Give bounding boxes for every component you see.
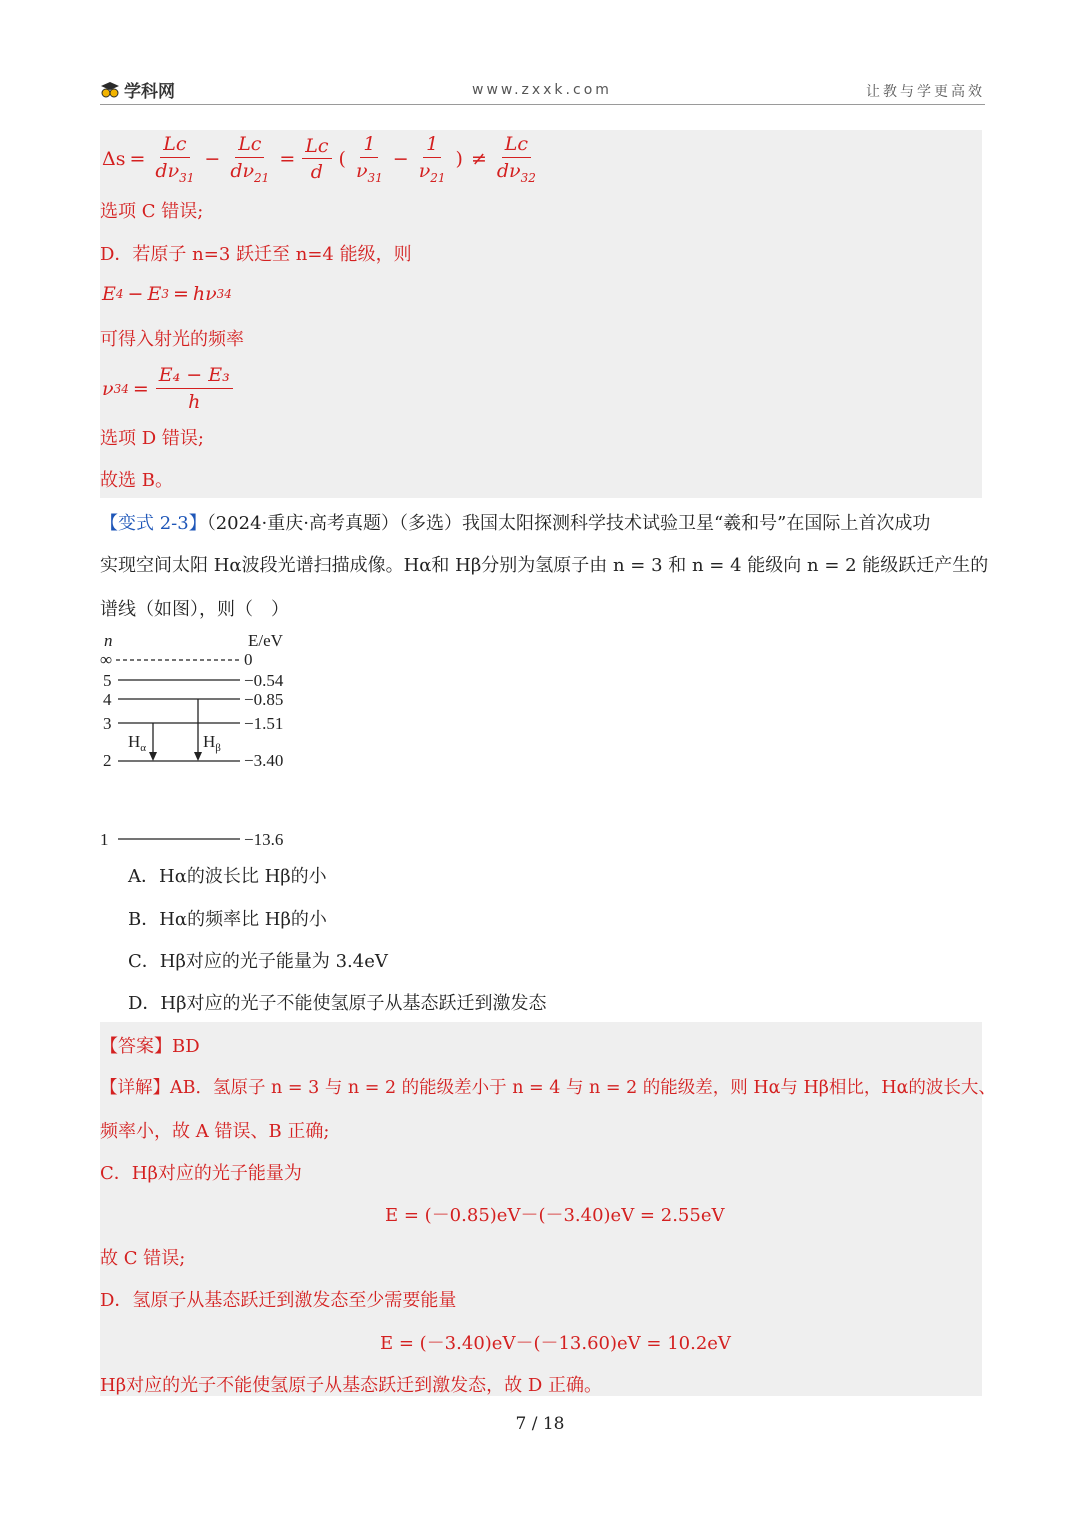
numerator: E₄ − E₃: [156, 365, 233, 389]
level-e-2: −3.40: [244, 751, 284, 770]
answer-detail-2: 频率小，故 A 错误、B 正确;: [100, 1121, 330, 1142]
prev-solution-box: [100, 130, 982, 498]
denominator: d: [310, 161, 323, 184]
question-stem-3: 谱线（如图），则（ ）: [100, 599, 289, 620]
page-header: [100, 76, 985, 105]
answer-detail-1: 【详解】AB．氢原子 n = 3 与 n = 2 的能级差小于 n = 4 与 n = 2 的能级差，则 Hα与 Hβ相比，Hα的波长大、: [100, 1078, 996, 1098]
energy-formula: E 4 − E 3 = hν 34: [102, 283, 232, 305]
question-stem-2: 实现空间太阳 Hα波段光谱扫描成像。Hα和 Hβ分别为氢原子由 n = 3 和 n = 4 能级向 n = 2 能级跃迁产生的: [100, 555, 989, 576]
answer-c-formula: E = (－0.85)eV－(－3.40)eV = 2.55eV: [385, 1205, 725, 1226]
n-axis-label: n: [104, 631, 113, 650]
level-e-3: −1.51: [244, 714, 284, 733]
numerator: 1: [360, 134, 378, 158]
prev-conclusion: 故选 B。: [100, 470, 173, 491]
numerator: Lc: [235, 134, 264, 158]
level-e-4: −0.85: [244, 690, 284, 709]
option-a[interactable]: A．Hα的波长比 Hβ的小: [128, 866, 327, 887]
prev-c-wrong: 选项 C 错误;: [100, 201, 204, 222]
level-n-5: 5: [103, 671, 112, 690]
frac-lc-dv32: [494, 134, 539, 185]
denominator: $\nu_{21}$: [418, 159, 446, 185]
denominator: $d\nu_{31}$: [155, 159, 195, 185]
answer-label: 【答案】BD: [100, 1036, 200, 1057]
denominator: $\nu_{31}$: [355, 159, 383, 185]
denominator: $d\nu_{32}$: [496, 159, 536, 185]
denominator: $d\nu_{21}$: [230, 159, 270, 185]
logo[interactable]: [100, 77, 175, 102]
level-n-inf: ∞: [100, 650, 113, 669]
option-c[interactable]: C．Hβ对应的光子能量为 3.4eV: [128, 951, 388, 972]
frac-lc-d: [302, 136, 331, 184]
level-e-5: −0.54: [244, 671, 284, 690]
frac-1-v31: [353, 134, 386, 185]
frac-energy-h: [156, 365, 233, 413]
option-b[interactable]: B．Hα的频率比 Hβ的小: [128, 909, 327, 930]
frac-1-v21: [416, 134, 449, 185]
slogan: 让教与学更高效: [866, 84, 985, 100]
prev-d-wrong: 选项 D 错误;: [100, 428, 204, 449]
page-number: 7 / 18: [515, 1414, 565, 1434]
numerator: Lc: [302, 136, 331, 160]
numerator: Lc: [160, 134, 189, 158]
h-beta-arrowhead: [194, 752, 202, 761]
question-source: （2024·重庆·高考真题）（多选）: [206, 513, 462, 534]
level-e-1: −13.6: [244, 830, 284, 849]
frequency-formula: ν 34 = $\frac{\text{E₄ − E₃}}{h}$: [102, 365, 236, 413]
answer-d-formula: E = (－3.40)eV－(－13.60)eV = 10.2eV: [380, 1333, 731, 1354]
h-alpha-arrowhead: [149, 752, 157, 761]
question-stem-1: 我国太阳探测科学技术试验卫星“羲和号”在国际上首次成功: [461, 513, 931, 534]
level-e-inf: 0: [244, 650, 253, 669]
denominator: h: [188, 390, 201, 413]
numerator: 1: [423, 134, 441, 158]
logo-icon: [100, 81, 120, 99]
level-n-3: 3: [103, 714, 112, 733]
level-n-2: 2: [103, 751, 112, 770]
question-tag: 【变式 2-3】: [100, 513, 207, 534]
option-d[interactable]: D．Hβ对应的光子不能使氢原子从基态跃迁到激发态: [128, 993, 547, 1014]
prev-freq-text: 可得入射光的频率: [100, 329, 244, 350]
level-n-1: 1: [100, 830, 109, 849]
level-n-4: 4: [103, 690, 112, 709]
delta-s-formula: Δs = $\frac{Lc}{d\nu_{31}}$ − $\frac{Lc}{d\nu_{21}}$ = $\frac{Lc}{d}$ ( $\frac{1}{\nu_{31}}$ − $\frac{1}{\nu_{21}}$ ) ≠ $\frac{Lc}{d\nu_{32}}$: [102, 134, 542, 185]
h-alpha-label: $H_\alpha$: [128, 732, 147, 754]
frac-lc-dv31: [152, 134, 197, 185]
numerator: Lc: [502, 134, 531, 158]
prev-d-intro: D．若原子 n=3 跃迁至 n=4 能级，则: [100, 244, 412, 265]
energy-level-diagram: [98, 628, 318, 854]
delta-s: Δs: [102, 148, 126, 171]
logo-text: 学科网: [124, 82, 175, 102]
h-beta-label: $H_\beta$: [203, 732, 221, 754]
e-axis-label: E/eV: [248, 631, 283, 650]
question-header: [100, 509, 930, 535]
answer-d-conclusion: Hβ对应的光子不能使氢原子从基态跃迁到激发态，故 D 正确。: [100, 1375, 602, 1396]
answer-c-line: C．Hβ对应的光子能量为: [100, 1163, 302, 1184]
answer-d-line: D．氢原子从基态跃迁到激发态至少需要能量: [100, 1290, 457, 1311]
answer-c-wrong: 故 C 错误;: [100, 1248, 186, 1269]
frac-lc-dv21: [227, 134, 272, 185]
site-url[interactable]: www.zxxk.com: [472, 82, 612, 98]
